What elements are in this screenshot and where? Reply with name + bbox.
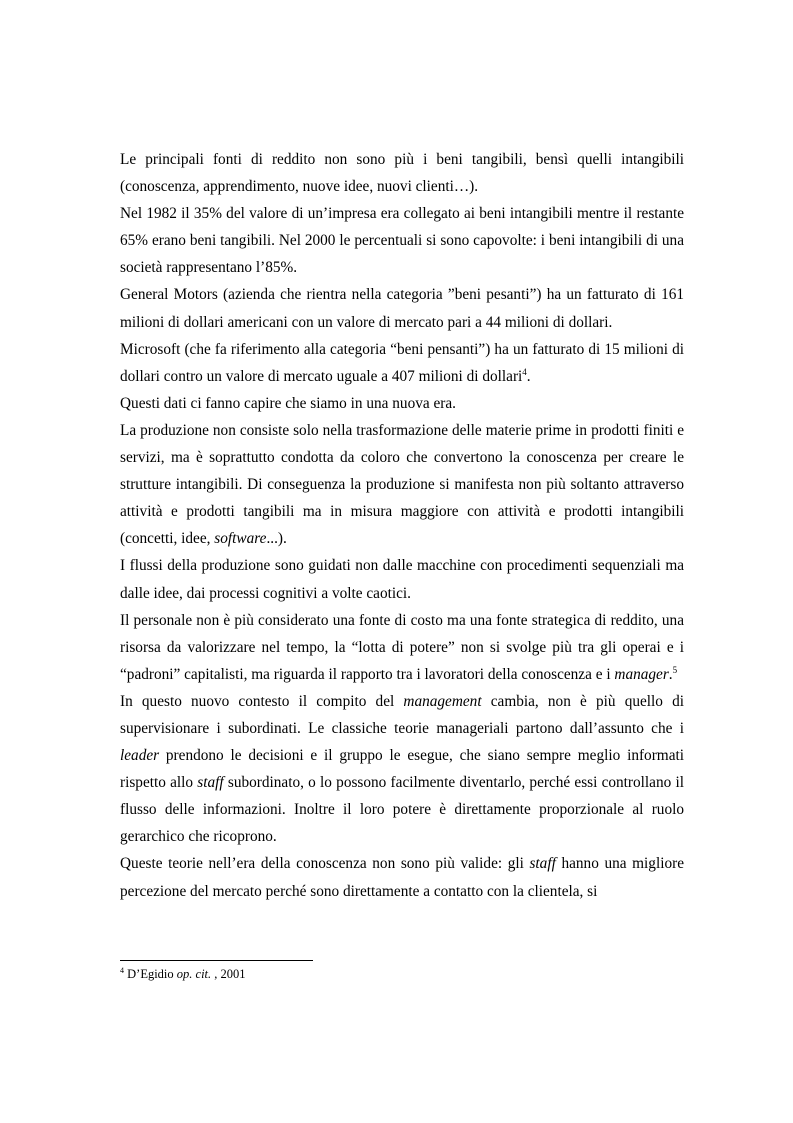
text-line: ma dalle idee, dai processi cognitivi a volte caotici. <box>120 557 685 602</box>
text-line: General Motors (azienda che rientra nella categoria ”beni pesanti”) ha un fatturato di <box>120 286 656 304</box>
text-line: finiti e servizi, ma è soprattutto condotta da coloro che convertono la conoscenza per <box>120 421 685 467</box>
footnote-ref: 4 <box>522 366 527 377</box>
paragraph <box>120 281 684 335</box>
paragraph <box>120 688 684 851</box>
footnote-separator <box>120 960 313 961</box>
paragraph <box>120 146 684 200</box>
text-line: Microsoft (che fa riferimento alla categoria “beni pensanti”) ha un fatturato di 15 <box>120 340 620 358</box>
text-line: I flussi della produzione sono guidati non dalle macchine con procedimenti sequenziali <box>120 557 661 575</box>
paragraph <box>120 552 684 606</box>
text-line: una risorsa da valorizzare nel tempo, la “lotta di potere” non si svolge più tra gli operai <box>120 611 684 656</box>
text-line: Nel 1982 il 35% del valore di un’impresa era collegato ai beni intangibili mentre il <box>120 205 633 223</box>
text-line: proporzionale al ruolo gerarchico che ricoprono. <box>120 801 684 846</box>
text-line: leader prendono le decisioni e il gruppo le esegue, che siano sempre meglio informati <box>120 747 684 765</box>
text-line: soltanto attraverso attività e prodotti tangibili ma in misura maggiore con attività e <box>120 476 684 521</box>
text-line: creare le strutture intangibili. Di conseguenza la produzione si manifesta non più <box>120 449 684 494</box>
text-line: In questo nuovo contesto il compito del management cambia, non è più quello di <box>120 692 684 710</box>
footnote-number: 4 <box>120 966 124 975</box>
text-line: Le principali fonti di reddito non sono più i beni tangibili, bensì quelli intangibili <box>120 151 684 168</box>
text-line: supervisionare i subordinati. Le classiche teorie manageriali partono dall’assunto che i <box>120 719 684 737</box>
text-line: La produzione non consiste solo nella trasformazione delle materie prime in prodotti <box>120 421 640 439</box>
footnote <box>120 966 246 982</box>
text-line: controllano il flusso delle informazioni. Inoltre il loro potere è direttamente <box>120 774 684 819</box>
text-line: migliore percezione del mercato perché sono direttamente a contatto con la clientela, si <box>120 855 684 900</box>
footnote-citation: op. cit. <box>176 967 212 981</box>
text-line: restante 65% erano beni tangibili. Nel 2000 le percentuali si sono capovolte: i beni <box>120 205 685 250</box>
footnote-author: D’Egidio <box>127 967 174 981</box>
text-line: milioni di dollari contro un valore di mercato uguale a 407 milioni di dollari$^4$. <box>120 340 684 385</box>
text-line: e i “padroni” capitalisti, ma riguarda il rapporto tra i lavoratori della conoscenza e i <box>120 638 684 683</box>
footnote-year: , 2001 <box>211 967 246 981</box>
paragraph <box>120 336 684 390</box>
text-line: Il personale non è più considerato una fonte di costo ma una fonte strategica di reddito, <box>120 611 658 629</box>
text-line: rispetto allo staff subordinato, o lo possono facilmente diventarlo, perché essi <box>120 774 598 792</box>
text-line: (conoscenza, apprendimento, nuove idee, nuovi clienti…). <box>120 178 479 196</box>
text-line: prodotti intangibili (concetti, idee, software...). <box>120 503 684 548</box>
paragraph <box>120 390 684 417</box>
paragraph <box>120 417 684 552</box>
paragraph <box>120 200 684 281</box>
text-line: Questi dati ci fanno capire che siamo in una nuova era. <box>120 394 456 412</box>
text-line: Queste teorie nell’era della conoscenza non sono più valide: gli staff hanno una <box>120 855 627 873</box>
footnote-ref: 5 <box>672 664 678 675</box>
text-line: 161 milioni di dollari americani con un valore di mercato pari a 44 milioni di dollari. <box>120 286 685 331</box>
paragraph <box>120 607 684 688</box>
text-line: manager.$^5$ <box>614 664 678 683</box>
paragraph <box>120 850 684 904</box>
text-line: intangibili di una società rappresentano l’85%. <box>120 232 684 277</box>
body-text <box>120 146 684 905</box>
